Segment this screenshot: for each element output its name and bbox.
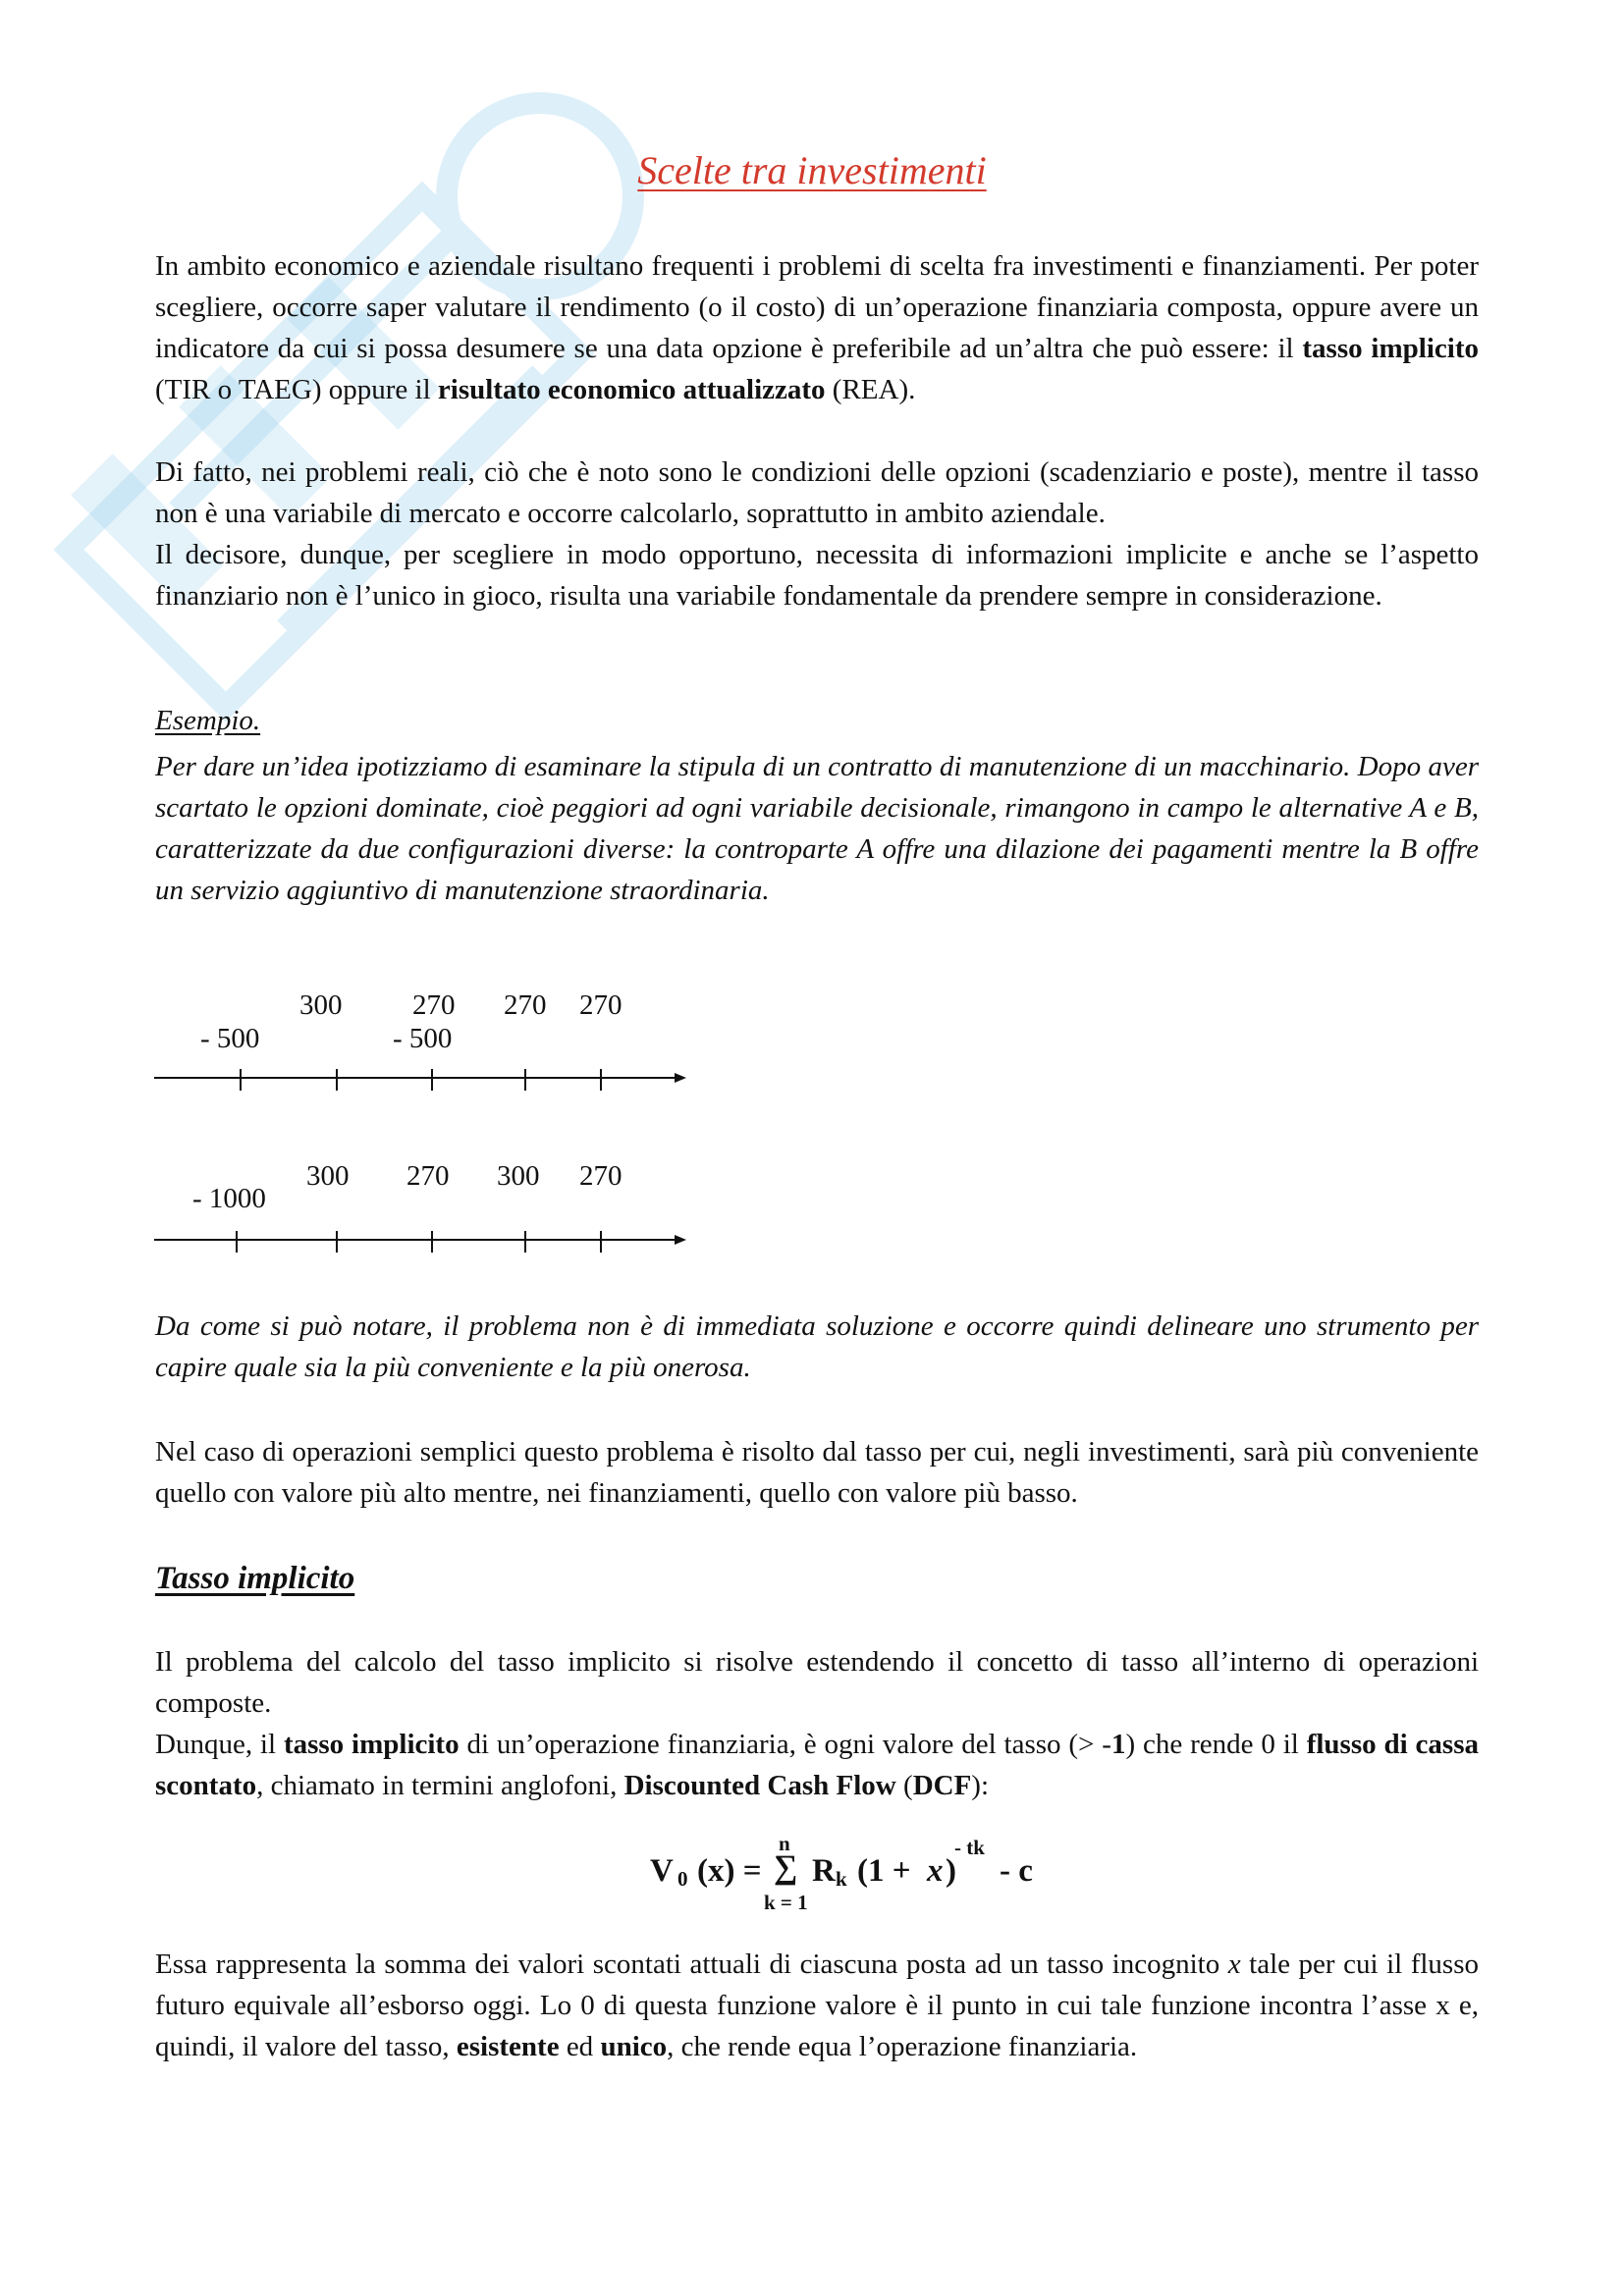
formula-exponent: - tk [954,1836,985,1859]
intro-paragraph-2: Di fatto, nei problemi reali, ciò che è noto sono le condizioni delle opzioni (scadenziario e poste), mentre il tasso non è una variabile di mercato e occorre calcolarlo, soprattutto in ambito aziendale. [155,456,1479,529]
timeline-a-top-label: 270 [504,989,547,1021]
formula-v-subscript: 0 [677,1867,688,1891]
formula-v: V [650,1853,674,1889]
timeline-a-axis [152,1060,687,1099]
formula-x: x [927,1853,944,1889]
timeline-b-axis [152,1222,687,1261]
section-heading: Tasso implicito [155,1561,355,1596]
section-paragraph-2: Dunque, il tasso implicito di un’operazione finanziaria, è ogni valore del tasso (> -1) che rende 0 il flusso di cassa scontato, chiamato in termini anglofoni, Discounted Cash Flow (DCF): [155,1729,1480,1801]
timeline-a-bottom-label: - 500 [200,1023,260,1054]
after-example-text: Da come si può notare, il problema non è di immediata soluzione e occorre quindi delineare uno strumento per capire quale sia la più conveniente e la più onerosa. [155,1310,1479,1383]
example-label: Esempio. [155,705,261,736]
timeline-b-top-label: 300 [306,1160,350,1192]
section-paragraph-3: Essa rappresenta la somma dei valori scontati attuali di ciascuna posta ad un tasso incognito x tale per cui il flusso futuro equivale all’esborso oggi. Lo 0 di questa funzione valore è il punto in cui tale funzione incontra l’asse x e, quindi, il valore del tasso, esistente ed unico, che rende equa l’operazione finanziaria. [155,1949,1480,2062]
timeline-b-top-label: 270 [579,1160,623,1192]
formula-minus-c: - c [1000,1853,1033,1889]
formula-r: R [812,1853,836,1889]
timeline-a-bottom-label: - 500 [393,1023,453,1054]
page-title: Scelte tra investimenti [637,148,987,192]
timeline-a-top-label: 270 [579,989,623,1021]
example-text: Per dare un’idea ipotizziamo di esaminare la stipula di un contratto di manutenzione di un macchinario. Dopo aver scartato le opzioni dominate, cioè peggiori ad ogni variabile decisionale, rimangono in campo le alternative A e B, caratterizzate da due configurazioni diverse: la controparte A offre una dilazione dei pagamenti mentre la B offre un servizio aggiuntivo di manutenzione straordinaria. [155,751,1479,906]
timeline-b-bottom-label: - 1000 [192,1183,266,1214]
timeline-b-top-label: 270 [406,1160,450,1192]
simple-operations-text: Nel caso di operazioni semplici questo problema è risolto dal tasso per cui, negli investimenti, sarà più conveniente quello con valore più alto mentre, nei finanziamenti, quello con valore più basso. [155,1436,1479,1509]
formula-r-subscript: k [836,1867,847,1891]
formula-sum-lower: k = 1 [764,1891,808,1914]
formula-lhs-arg: (x) = [697,1853,762,1889]
section-paragraph-1: Il problema del calcolo del tasso implicito si risolve estendendo il concetto di tasso all’interno di operazioni composte. [155,1646,1479,1719]
intro-paragraph-3: Il decisore, dunque, per scegliere in modo opportuno, necessita di informazioni implicite e anche se l’aspetto finanziario non è l’unico in gioco, risulta una variabile fondamentale da prendere sempre in considerazione. [155,539,1479,612]
timeline-a-top-label: 300 [299,989,343,1021]
formula-paren-close: ) [946,1853,956,1889]
timeline-a-top-label: 270 [412,989,456,1021]
intro-paragraph-1: In ambito economico e aziendale risultano frequenti i problemi di scelta fra investimenti e finanziamenti. Per poter scegliere, occorre saper valutare il rendimento (o il costo) di un’operazione finanziaria composta, oppure avere un indicatore da cui si possa desumere se una data opzione è preferibile ad un’altra che può essere: il tasso implicito (TIR o TAEG) oppure il risultato economico attualizzato (REA). [155,250,1479,405]
formula-paren-open: (1 + [857,1853,911,1889]
formula-sum-upper: n [779,1832,790,1855]
timeline-b-top-label: 300 [497,1160,540,1192]
formula-sum-symbol: ∑ [774,1849,798,1886]
